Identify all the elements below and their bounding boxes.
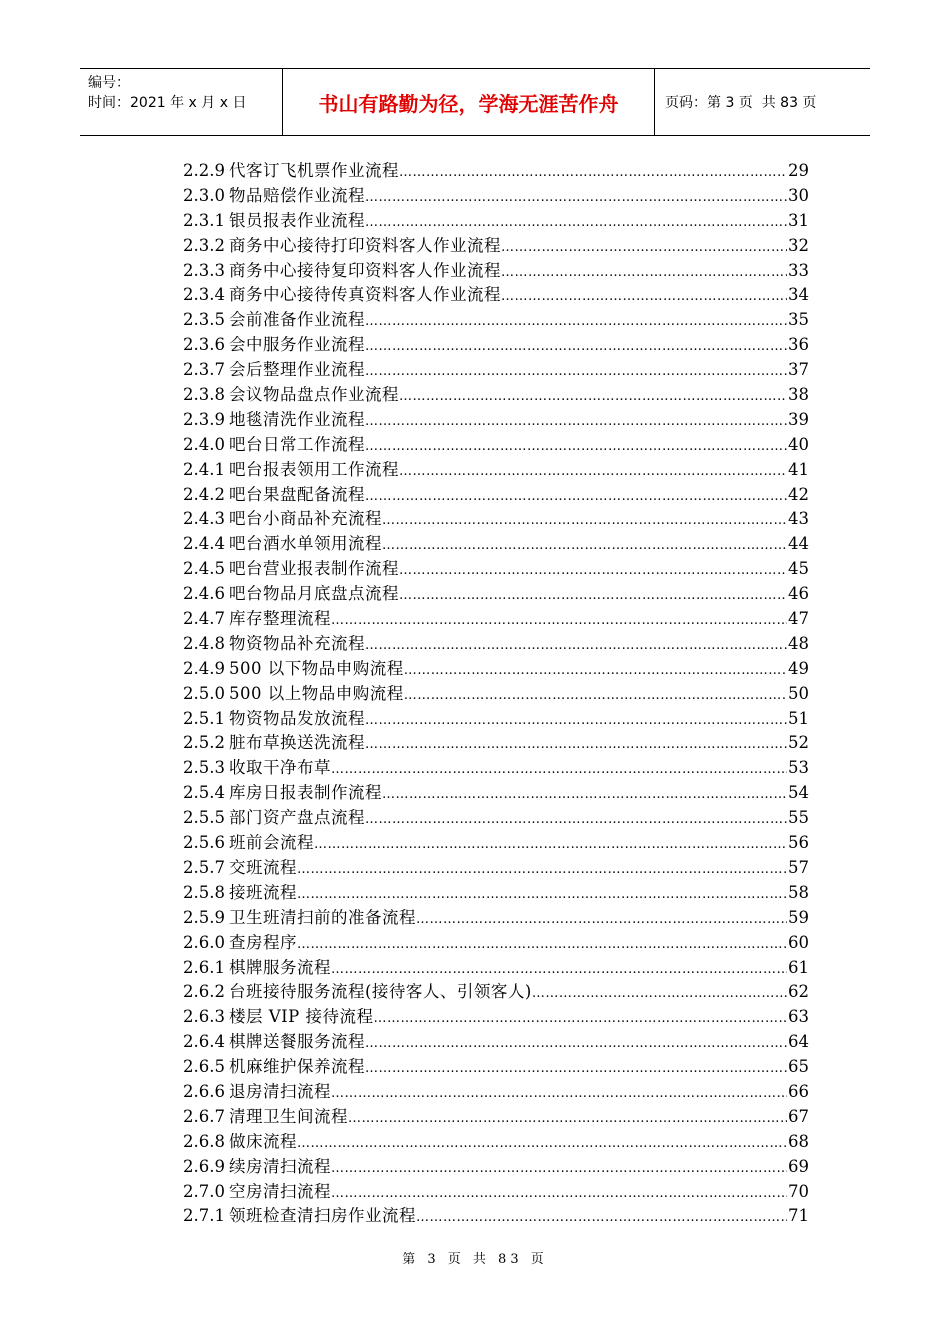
toc-entry-number: 2.4.5 (183, 559, 225, 579)
toc-entry-number: 2.4.9 (183, 658, 225, 678)
toc-entry-title: 收取干净布草 (228, 758, 331, 778)
toc-dot-leader (399, 584, 787, 609)
page-header (80, 68, 870, 136)
toc-entry-title: 做床流程 (228, 1131, 297, 1151)
toc-entry-number: 2.5.3 (183, 758, 225, 778)
toc-entry-number: 2.3.1 (183, 210, 225, 230)
toc-entry-page: 35 (788, 310, 809, 330)
toc-dot-leader (365, 733, 787, 758)
time-label: 时间：2021 年 x 月 x 日 (88, 95, 247, 111)
toc-entry-title: 会议物品盘点作业流程 (228, 385, 399, 405)
toc-entry[interactable] (183, 408, 809, 433)
toc-entry-number: 2.5.7 (183, 857, 225, 877)
toc-entry-title: 吧台报表领用工作流程 (228, 459, 399, 479)
toc-entry-title: 续房清扫流程 (228, 1156, 331, 1176)
toc-entry-number: 2.5.8 (183, 882, 225, 902)
toc-entry-page: 63 (788, 1007, 809, 1027)
toc-entry-page: 47 (788, 609, 809, 629)
toc-entry-title: 卫生班清扫前的准备流程 (228, 907, 416, 927)
toc-entry-page: 36 (788, 335, 809, 355)
toc-entry-number: 2.3.2 (183, 235, 225, 255)
toc-entry-number: 2.5.4 (183, 783, 225, 803)
toc-entry-page: 54 (788, 783, 809, 803)
toc-entry[interactable] (183, 682, 809, 707)
toc-entry[interactable] (183, 806, 809, 831)
toc-entry[interactable] (183, 731, 809, 756)
toc-dot-leader (331, 1082, 787, 1107)
toc-dot-leader (365, 335, 787, 360)
toc-entry-page: 50 (788, 683, 809, 703)
toc-dot-leader (532, 982, 787, 1007)
toc-entry-page: 34 (788, 285, 809, 305)
toc-entry-page: 41 (788, 459, 809, 479)
toc-entry-page: 52 (788, 733, 809, 753)
toc-dot-leader (374, 1007, 787, 1032)
toc-entry[interactable] (183, 831, 809, 856)
toc-entry-number: 2.4.4 (183, 534, 225, 554)
toc-entry-number: 2.6.2 (183, 982, 225, 1002)
toc-entry[interactable] (183, 507, 809, 532)
toc-entry[interactable] (183, 234, 809, 259)
toc-entry[interactable] (183, 980, 809, 1005)
toc-entry[interactable] (183, 657, 809, 682)
header-meta (80, 69, 283, 135)
toc-entry[interactable] (183, 607, 809, 632)
page-info-text: 页码：第 3 页 共 83 页 (665, 95, 817, 111)
toc-entry[interactable] (183, 856, 809, 881)
toc-entry[interactable] (183, 283, 809, 308)
toc-entry-number: 2.3.6 (183, 335, 225, 355)
toc-entry-number: 2.4.3 (183, 509, 225, 529)
toc-entry-number: 2.6.3 (183, 1007, 225, 1027)
toc-entry-page: 44 (788, 534, 809, 554)
toc-entry-title: 班前会流程 (228, 833, 314, 853)
toc-entry-page: 55 (788, 808, 809, 828)
toc-entry[interactable] (183, 781, 809, 806)
toc-entry-number: 2.5.2 (183, 733, 225, 753)
toc-entry-title: 退房清扫流程 (228, 1081, 331, 1101)
toc-entry-page: 60 (788, 932, 809, 952)
toc-entry-number: 2.6.8 (183, 1131, 225, 1151)
toc-entry-title: 吧台物品月底盘点流程 (228, 584, 399, 604)
toc-entry-page: 40 (788, 434, 809, 454)
toc-dot-leader (365, 211, 787, 236)
toc-dot-leader (348, 1107, 787, 1132)
toc-entry-page: 30 (788, 185, 809, 205)
header-page-info (655, 69, 870, 135)
toc-entry-title: 楼层 VIP 接待流程 (228, 1007, 374, 1027)
toc-entry-page: 57 (788, 857, 809, 877)
toc-entry-page: 48 (788, 633, 809, 653)
toc-entry-title: 脏布草换送洗流程 (228, 733, 365, 753)
toc-entry-page: 64 (788, 1032, 809, 1052)
toc-entry-title: 棋牌送餐服务流程 (228, 1032, 365, 1052)
toc-entry-page: 61 (788, 957, 809, 977)
toc-entry-number: 2.4.1 (183, 459, 225, 479)
toc-dot-leader (382, 509, 787, 534)
toc-entry-number: 2.2.9 (183, 161, 225, 180)
toc-entry-title: 空房清扫流程 (228, 1181, 331, 1201)
toc-entry-page: 45 (788, 559, 809, 579)
toc-entry-number: 2.5.6 (183, 833, 225, 853)
toc-entry-number: 2.6.9 (183, 1156, 225, 1176)
toc-entry-title: 物品赔偿作业流程 (228, 185, 365, 205)
toc-entry[interactable] (183, 756, 809, 781)
toc-entry-number: 2.4.6 (183, 584, 225, 604)
toc-entry-title: 领班检查清扫房作业流程 (228, 1206, 416, 1226)
toc-entry-number: 2.4.8 (183, 633, 225, 653)
toc-entry[interactable] (183, 1055, 809, 1080)
toc-dot-leader (365, 310, 787, 335)
toc-dot-leader (404, 659, 787, 684)
toc-entry-number: 2.3.4 (183, 285, 225, 305)
toc-entry[interactable] (183, 458, 809, 483)
table-of-contents (183, 159, 809, 1229)
toc-dot-leader (297, 933, 787, 958)
toc-entry[interactable] (183, 259, 809, 284)
toc-entry-number: 2.3.7 (183, 360, 225, 380)
toc-entry-page: 38 (788, 385, 809, 405)
toc-dot-leader (365, 186, 787, 211)
toc-entry-title: 库存整理流程 (228, 609, 331, 629)
toc-entry-title: 商务中心接待传真资料客人作业流程 (228, 285, 501, 305)
toc-dot-leader (331, 958, 787, 983)
number-label: 编号： (88, 75, 130, 91)
toc-entry[interactable] (183, 209, 809, 234)
toc-entry-title: 接班流程 (228, 882, 297, 902)
toc-dot-leader (297, 858, 787, 883)
toc-entry[interactable] (183, 1130, 809, 1155)
toc-entry-number: 2.5.5 (183, 808, 225, 828)
toc-entry[interactable] (183, 1155, 809, 1180)
toc-entry-number: 2.7.1 (183, 1206, 225, 1226)
toc-entry-page: 56 (788, 833, 809, 853)
toc-entry-title: 吧台酒水单领用流程 (228, 534, 382, 554)
toc-entry-page: 68 (788, 1131, 809, 1151)
toc-entry-page: 59 (788, 907, 809, 927)
toc-entry-number: 2.7.0 (183, 1181, 225, 1201)
toc-entry-title: 商务中心接待复印资料客人作业流程 (228, 260, 501, 280)
toc-dot-leader (365, 1057, 787, 1082)
toc-entry[interactable] (183, 184, 809, 209)
toc-entry-title: 吧台小商品补充流程 (228, 509, 382, 529)
toc-entry[interactable] (183, 931, 809, 956)
toc-entry-number: 2.3.9 (183, 409, 225, 429)
toc-entry-number: 2.6.0 (183, 932, 225, 952)
toc-dot-leader (399, 161, 787, 186)
toc-dot-leader (382, 534, 787, 559)
toc-entry[interactable] (183, 333, 809, 358)
toc-entry-title: 台班接待服务流程(接待客人、引领客人) (228, 982, 532, 1002)
toc-dot-leader (365, 360, 787, 385)
toc-entry-number: 2.4.0 (183, 434, 225, 454)
toc-entry-title: 500 以下物品申购流程 (228, 658, 404, 678)
toc-entry-title: 银员报表作业流程 (228, 210, 365, 230)
toc-entry-title: 部门资产盘点流程 (228, 808, 365, 828)
toc-entry-number: 2.3.8 (183, 385, 225, 405)
toc-entry[interactable] (183, 1180, 809, 1205)
toc-entry-title: 机麻维护保养流程 (228, 1057, 365, 1077)
toc-entry-number: 2.4.2 (183, 484, 225, 504)
toc-dot-leader (382, 783, 787, 808)
toc-entry-title: 吧台果盘配备流程 (228, 484, 365, 504)
toc-entry-title: 物资物品补充流程 (228, 633, 365, 653)
toc-entry[interactable] (183, 532, 809, 557)
toc-entry-page: 58 (788, 882, 809, 902)
toc-dot-leader (365, 485, 787, 510)
toc-entry-number: 2.3.0 (183, 185, 225, 205)
toc-entry-page: 62 (788, 982, 809, 1002)
toc-dot-leader (297, 1132, 787, 1157)
toc-entry-page: 51 (788, 708, 809, 728)
toc-entry-page: 70 (788, 1181, 809, 1201)
toc-dot-leader (331, 1182, 787, 1207)
toc-dot-leader (404, 684, 787, 709)
toc-entry-page: 39 (788, 409, 809, 429)
toc-entry-title: 代客订飞机票作业流程 (228, 161, 399, 180)
toc-entry-title: 商务中心接待打印资料客人作业流程 (228, 235, 501, 255)
toc-entry-title: 会后整理作业流程 (228, 360, 365, 380)
toc-entry-page: 69 (788, 1156, 809, 1176)
toc-entry-page: 66 (788, 1081, 809, 1101)
toc-entry-page: 65 (788, 1057, 809, 1077)
toc-entry-title: 库房日报表制作流程 (228, 783, 382, 803)
toc-dot-leader (365, 634, 787, 659)
toc-entry-title: 500 以上物品申购流程 (228, 683, 404, 703)
toc-entry-page: 33 (788, 260, 809, 280)
toc-dot-leader (331, 758, 787, 783)
toc-entry[interactable] (183, 881, 809, 906)
page-footer: 第 3 页 共 83 页 (402, 1252, 548, 1267)
toc-entry-page: 42 (788, 484, 809, 504)
toc-dot-leader (399, 460, 787, 485)
toc-entry-title: 会中服务作业流程 (228, 335, 365, 355)
toc-entry[interactable] (183, 483, 809, 508)
toc-entry-title: 棋牌服务流程 (228, 957, 331, 977)
toc-dot-leader (297, 883, 787, 908)
toc-entry-title: 吧台日常工作流程 (228, 434, 365, 454)
toc-entry-number: 2.4.7 (183, 609, 225, 629)
toc-dot-leader (501, 261, 787, 286)
toc-dot-leader (365, 410, 787, 435)
toc-entry-page: 49 (788, 658, 809, 678)
toc-entry-page: 32 (788, 235, 809, 255)
toc-dot-leader (416, 908, 787, 933)
toc-entry-number: 2.6.1 (183, 957, 225, 977)
toc-entry[interactable] (183, 1204, 809, 1229)
toc-dot-leader (399, 559, 787, 584)
toc-entry-page: 37 (788, 360, 809, 380)
toc-entry[interactable] (183, 1030, 809, 1055)
toc-entry-number: 2.5.1 (183, 708, 225, 728)
toc-dot-leader (501, 236, 787, 261)
toc-entry-number: 2.5.0 (183, 683, 225, 703)
toc-entry[interactable] (183, 1080, 809, 1105)
toc-dot-leader (331, 1157, 787, 1182)
toc-entry[interactable] (183, 707, 809, 732)
toc-entry[interactable] (183, 1005, 809, 1030)
toc-entry[interactable] (183, 557, 809, 582)
toc-dot-leader (365, 435, 787, 460)
toc-entry[interactable] (183, 358, 809, 383)
toc-entry-title: 吧台营业报表制作流程 (228, 559, 399, 579)
toc-entry[interactable] (183, 383, 809, 408)
toc-entry-title: 查房程序 (228, 932, 297, 952)
toc-dot-leader (399, 385, 787, 410)
toc-entry-title: 会前准备作业流程 (228, 310, 365, 330)
toc-entry-title: 地毯清洗作业流程 (228, 409, 365, 429)
toc-entry-page: 31 (788, 210, 809, 230)
toc-entry-number: 2.6.5 (183, 1057, 225, 1077)
toc-entry-title: 清理卫生间流程 (228, 1106, 348, 1126)
toc-entry-title: 物资物品发放流程 (228, 708, 365, 728)
toc-entry-number: 2.6.6 (183, 1081, 225, 1101)
toc-entry-title: 交班流程 (228, 857, 297, 877)
toc-entry-number: 2.3.5 (183, 310, 225, 330)
toc-entry-number: 2.6.4 (183, 1032, 225, 1052)
toc-entry-page: 29 (788, 161, 809, 180)
toc-entry-page: 53 (788, 758, 809, 778)
toc-entry-number: 2.3.3 (183, 260, 225, 280)
toc-entry[interactable] (183, 956, 809, 981)
toc-entry[interactable] (183, 308, 809, 333)
header-motto: 书山有路勤为径，学海无涯苦作舟 (283, 69, 655, 135)
toc-entry-number: 2.6.7 (183, 1106, 225, 1126)
toc-dot-leader (331, 609, 787, 634)
toc-entry[interactable] (183, 906, 809, 931)
toc-dot-leader (501, 285, 787, 310)
toc-dot-leader (416, 1206, 787, 1231)
toc-entry[interactable] (183, 632, 809, 657)
toc-dot-leader (365, 1032, 787, 1057)
toc-dot-leader (314, 833, 787, 858)
toc-entry[interactable] (183, 159, 809, 184)
toc-entry-number: 2.5.9 (183, 907, 225, 927)
toc-entry-page: 71 (788, 1206, 809, 1226)
toc-entry-page: 43 (788, 509, 809, 529)
toc-dot-leader (365, 709, 787, 734)
toc-entry[interactable] (183, 433, 809, 458)
toc-entry-page: 67 (788, 1106, 809, 1126)
toc-dot-leader (365, 808, 787, 833)
toc-entry-page: 46 (788, 584, 809, 604)
toc-entry[interactable] (183, 1105, 809, 1130)
toc-entry[interactable] (183, 582, 809, 607)
